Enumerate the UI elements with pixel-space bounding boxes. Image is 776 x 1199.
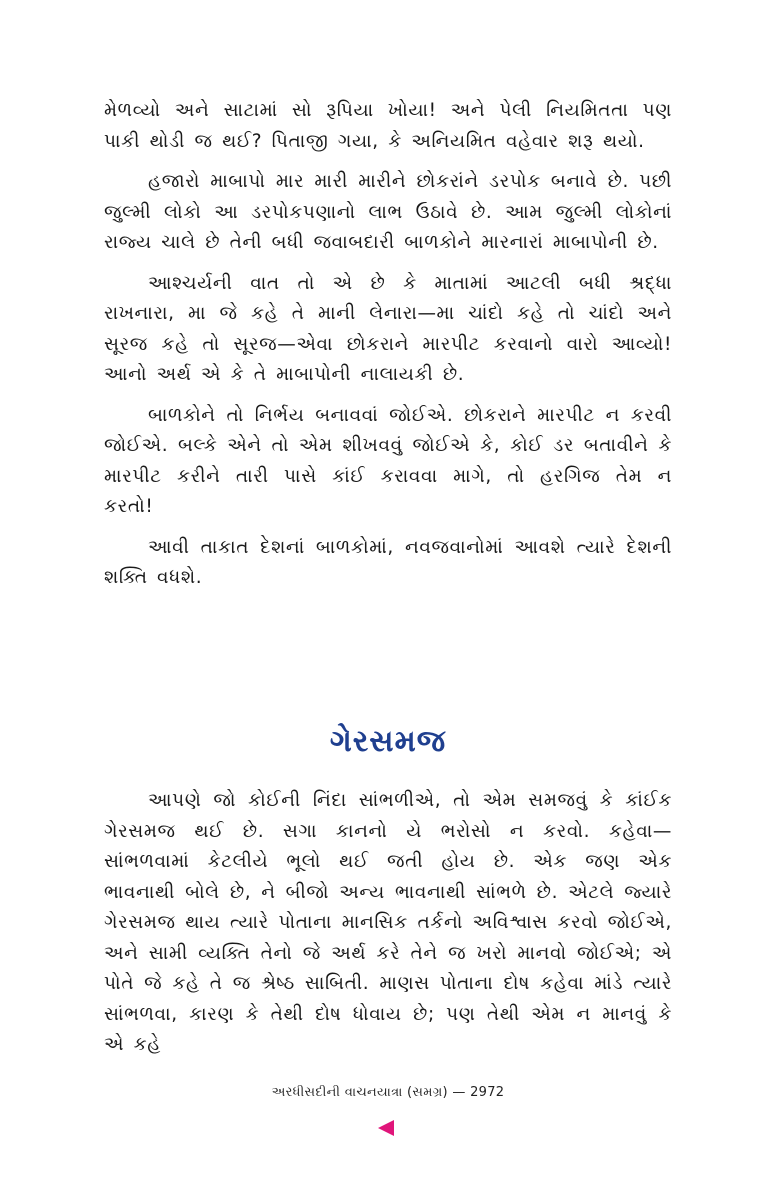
paragraph-2: હજારો માબાપો માર મારી મારીને છોકરાંને ડરપોક બનાવે છે. પછી જુલ્મી લોકો આ ડરપોકપણાનો લાભ ઉઠાવે છે. આમ જુલ્મી લોકોનાં રાજ્ય ચાલે છે તેની બધી જવાબદારી બાળકોને મારનારાં માબાપોની છે. [104,171,672,253]
previous-page-icon[interactable] [378,1120,394,1136]
paragraph-3: આશ્ચર્યની વાત તો એ છે કે માતામાં આટલી બધી શ્રદ્ધા રાખનારા, મા જે કહે તે માની લેનારા—મા ચાંદો કહે તો ચાંદો અને સૂરજ કહે તો સૂરજ—એવા છોકરાને મારપીટ કરવાનો વારો આવ્યો! આનો અર્થ એ કે તે માબાપોની નાલાયકી છે. [104,272,672,385]
paragraph-4: બાળકોને તો નિર્ભય બનાવવાં જોઈએ. છોકરાને મારપીટ ન કરવી જોઈએ. બલ્કે એને તો એમ શીખવવું જોઈએ કે, કોઈ ડર બતાવીને કે મારપીટ કરીને તારી પાસે કાંઈ કરાવવા માગે, તો હરગિજ તેમ ન કરતો! [104,404,672,517]
section-2-paragraph: આપણે જો કોઈની નિંદા સાંભળીએ, તો એમ સમજવું કે કાંઈક ગેરસમજ થઈ છે. સગા કાનનો યે ભરોસો ન કરવો. કહેવા—સાંભળવામાં કેટલીયે ભૂલો થઈ જતી હોય છે. એક જણ એક ભાવનાથી બોલે છે, ને બીજો અન્ય ભાવનાથી સાંભળે છે. એટલે જ્યારે ગેરસમજ થાય ત્યારે પોતાના માનસિક તર્કનો અવિશ્વાસ કરવો જોઈએ, અને સામી વ્યક્તિ તેનો જે અર્થ કરે તેને જ ખરો માનવો જોઈએ; એ પોતે જે કહે તે જ શ્રેષ્ઠ સાબિતી. માણસ પોતાના દોષ કહેવા માંડે ત્યારે સાંભળવા, કારણ કે તેથી દોષ ધોવાય છે; પણ તેથી એમ ન માનવું કે એ કહે [104,790,672,1055]
paragraph-1: મેળવ્યો અને સાટામાં સો રૂપિયા ખોયા! અને પેલી નિયમિતતા પણ પાકી થોડી જ થઈ? પિતાજી ગયા, કે અનિયમિત વહેવાર શરૂ થયો. [104,100,672,152]
page-footer: અરધીસદીની વાચનયાત્રા (સમગ્ર) — 2972 [271,1085,505,1100]
section-1 [104,96,672,604]
paragraph-5: આવી તાકાત દેશનાં બાળકોમાં, નવજવાનોમાં આવશે ત્યારે દેશની શક્તિ વધશે. [104,536,672,588]
section-title: ગેરસમજ [329,724,447,759]
section-2 [104,786,672,1071]
